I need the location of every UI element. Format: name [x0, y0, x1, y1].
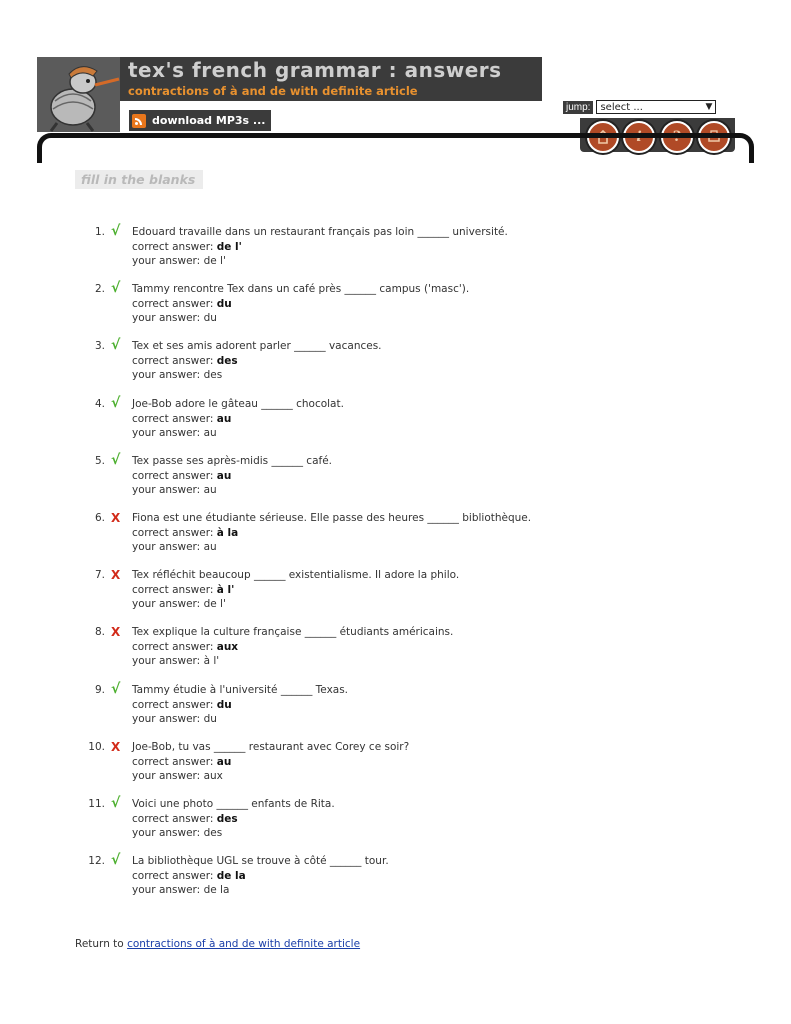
answer-item	[0, 337, 791, 390]
answer-item	[0, 223, 791, 276]
checkmark-icon: √	[111, 451, 121, 468]
your-answer-value: à l'	[203, 655, 220, 668]
correct-answer-line	[132, 756, 231, 768]
item-number: 5.	[94, 454, 105, 467]
info-icon[interactable]: i	[623, 121, 655, 153]
correct-answer-label: correct answer:	[132, 870, 214, 883]
correct-answer-value: des	[216, 813, 238, 825]
correct-answer-value: à l'	[216, 584, 235, 597]
checkmark-icon: √	[111, 223, 121, 239]
checkmark-icon: √	[111, 852, 121, 869]
correct-answer-label: correct answer:	[132, 698, 214, 711]
your-answer-value: au	[203, 426, 217, 439]
x-mark-icon: X	[111, 568, 121, 583]
answer-item	[0, 680, 791, 734]
your-answer-line	[132, 770, 223, 782]
answer-item	[0, 394, 791, 448]
correct-answer-value: au	[216, 412, 232, 425]
correct-answer-label: correct answer:	[132, 641, 214, 654]
correct-answer-value: au	[216, 469, 232, 482]
x-mark-icon: X	[111, 511, 121, 525]
question-text: Tex et ses amis adorent parler ______ vacances.	[132, 340, 382, 353]
question-text: Tex passe ses après-midis ______ café.	[132, 454, 333, 467]
your-answer-line	[132, 827, 222, 839]
correct-answer-label: correct answer:	[132, 412, 214, 425]
correct-answer-line	[132, 641, 238, 653]
your-answer-label: your answer:	[132, 884, 201, 897]
download-mp3s-label: download MP3s ...	[152, 114, 266, 127]
correct-answer-label: correct answer:	[132, 355, 214, 368]
your-answer-label: your answer:	[132, 655, 201, 668]
question-text: Voici une photo ______ enfants de Rita.	[132, 798, 335, 810]
your-answer-value: de la	[203, 884, 230, 897]
your-answer-line	[132, 484, 217, 496]
question-text: Tex réfléchit beaucoup ______ existentialisme. Il adore la philo.	[132, 569, 460, 582]
checkmark-icon: √	[111, 795, 121, 811]
question-text: Joe-Bob, tu vas ______ restaurant avec Corey ce soir?	[132, 740, 410, 753]
question-text: Joe-Bob adore le gâteau ______ chocolat.	[132, 397, 344, 410]
correct-answer-line	[132, 470, 231, 482]
your-answer-line	[132, 541, 217, 553]
correct-answer-line	[132, 699, 232, 711]
header-banner	[37, 57, 542, 132]
correct-answer-label: correct answer:	[132, 584, 214, 597]
answer-item	[0, 626, 791, 676]
correct-answer-value: de l'	[216, 241, 242, 253]
your-answer-label: your answer:	[132, 598, 201, 611]
your-answer-line	[132, 312, 217, 324]
checkmark-icon: √	[111, 394, 121, 411]
section-label: fill in the blanks	[75, 170, 203, 189]
your-answer-label: your answer:	[132, 483, 201, 496]
question-text: Edouard travaille dans un restaurant français pas loin ______ université.	[132, 226, 508, 238]
your-answer-value: au	[203, 483, 217, 496]
correct-answer-label: correct answer:	[132, 241, 214, 253]
item-number: 6.	[94, 512, 105, 524]
your-answer-line	[132, 655, 219, 667]
your-answer-line	[132, 255, 226, 267]
your-answer-label: your answer:	[132, 827, 201, 839]
x-mark-icon: X	[111, 625, 121, 640]
your-answer-value: de l'	[203, 255, 226, 267]
your-answer-line	[132, 369, 222, 381]
correct-answer-line	[132, 413, 231, 425]
correct-answer-value: des	[216, 355, 238, 368]
item-number: 12.	[88, 855, 105, 868]
checkmark-icon: √	[111, 337, 121, 354]
checkmark-icon: √	[111, 280, 121, 297]
correct-answer-label: correct answer:	[132, 527, 214, 539]
content-frame	[37, 133, 754, 163]
question-text: Tammy étudie à l'université ______ Texas.	[132, 683, 349, 696]
correct-answer-value: au	[216, 755, 232, 768]
return-line	[75, 938, 360, 950]
correct-answer-label: correct answer:	[132, 813, 214, 825]
correct-answer-label: correct answer:	[132, 469, 214, 482]
your-answer-label: your answer:	[132, 769, 201, 782]
jump-select[interactable]	[596, 100, 716, 114]
item-number: 11.	[88, 798, 105, 810]
answer-item	[0, 280, 791, 333]
answer-item	[0, 512, 791, 562]
question-text: Fiona est une étudiante sérieuse. Elle passe des heures ______ bibliothèque.	[132, 512, 532, 524]
your-answer-value: du	[203, 712, 217, 725]
correct-answer-value: aux	[216, 641, 239, 654]
item-number: 1.	[94, 226, 105, 238]
answer-item	[0, 852, 791, 905]
jump-selected-value: select ...	[600, 101, 643, 113]
correct-answer-value: du	[216, 698, 232, 711]
answer-item	[0, 451, 791, 505]
correct-answer-line	[132, 298, 232, 310]
return-prefix: Return to	[75, 938, 124, 950]
correct-answer-line	[132, 870, 246, 882]
your-answer-label: your answer:	[132, 369, 201, 382]
page-subtitle: contractions of à and de with definite article	[128, 84, 418, 98]
correct-answer-line	[132, 527, 238, 539]
item-number: 2.	[94, 283, 105, 296]
your-answer-label: your answer:	[132, 712, 201, 725]
correct-answer-line	[132, 241, 242, 253]
checkmark-icon: √	[111, 680, 121, 697]
your-answer-value: des	[203, 369, 223, 382]
your-answer-value: au	[203, 541, 217, 553]
jump-control	[563, 100, 716, 114]
rss-icon	[132, 114, 146, 128]
question-text: La bibliothèque UGL se trouve à côté ______ tour.	[132, 855, 389, 868]
help-icon[interactable]: ?	[661, 121, 693, 153]
item-number: 10.	[88, 740, 105, 753]
answer-item	[0, 741, 791, 791]
item-number: 3.	[94, 340, 105, 353]
answer-item	[0, 795, 791, 848]
correct-answer-label: correct answer:	[132, 755, 214, 768]
your-answer-value: aux	[203, 769, 223, 782]
question-text: Tammy rencontre Tex dans un café près ______ campus ('masc').	[132, 283, 470, 296]
correct-answer-line	[132, 813, 238, 825]
correct-answer-value: du	[216, 298, 232, 311]
your-answer-line	[132, 427, 217, 439]
jump-label: jump:	[563, 101, 593, 114]
answer-item	[0, 569, 791, 619]
correct-answer-value: de la	[216, 870, 246, 883]
your-answer-label: your answer:	[132, 541, 201, 553]
armadillo-mascot-logo	[37, 57, 120, 132]
download-mp3s-button[interactable]	[129, 110, 271, 131]
your-answer-line	[132, 598, 226, 610]
correct-answer-line	[132, 584, 234, 596]
your-answer-line	[132, 713, 217, 725]
item-number: 4.	[94, 397, 105, 410]
your-answer-line	[132, 884, 229, 896]
correct-answer-label: correct answer:	[132, 298, 214, 311]
return-link[interactable]: contractions of à and de with definite article	[127, 938, 361, 950]
correct-answer-value: à la	[216, 527, 239, 539]
chevron-down-icon: ▼	[705, 102, 713, 112]
your-answer-label: your answer:	[132, 255, 201, 267]
item-number: 9.	[94, 683, 105, 696]
your-answer-value: du	[203, 312, 217, 325]
your-answer-label: your answer:	[132, 426, 201, 439]
your-answer-value: de l'	[203, 598, 226, 611]
x-mark-icon: X	[111, 739, 121, 754]
question-text: Tex explique la culture française ______ étudiants américains.	[132, 626, 454, 639]
your-answer-value: des	[203, 827, 223, 839]
correct-answer-line	[132, 355, 238, 367]
item-number: 8.	[94, 626, 105, 639]
your-answer-label: your answer:	[132, 312, 201, 325]
item-number: 7.	[94, 569, 105, 582]
site-title: tex's french grammar : answers	[128, 58, 502, 82]
